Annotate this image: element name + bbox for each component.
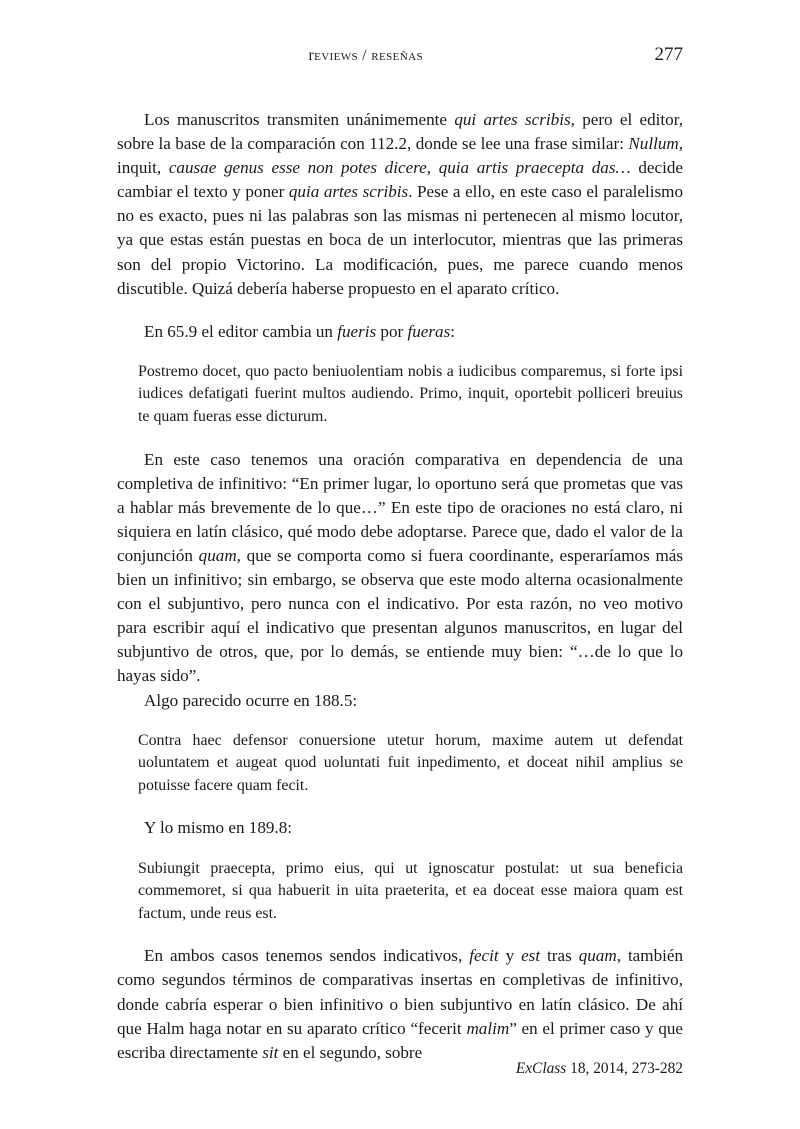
text-segment: , pero el editor, sobre la base de la comparación con 112.2, donde se lee una frase similar: [117, 110, 684, 154]
text-segment: : [450, 321, 455, 341]
text-segment: por [376, 321, 408, 341]
paragraph-manuscritos [117, 108, 683, 301]
latin-phrase-quia-artes-scribis: quia artes scribis [288, 182, 409, 202]
latin-word-fueris: fueris [337, 321, 377, 341]
block-quote-subiungit: Subiungit praecepta, primo eius, qui ut ignoscatur postulat: ut sua beneficia commemoret, si qua habuerit in uita praeterita, et ea doceat esse maiora quam est factum, unde reus est. [138, 859, 683, 922]
block-quote-postremo: Postremo docet, quo pacto beniuolentiam nobis a iudicibus comparemus, si forte ipsi iudices defatigati fuerint multos audiendo. Primo, inquit, oportebit polliceri breuius te quam fueras esse dicturum. [138, 362, 683, 426]
text-segment: , que se comporta como si fuera coordinante, esperaríamos más bien un infinitivo; sin embargo, se observa que este modo alterna ocasionalmente con el subjuntivo, pero nunca con el indicativo. Por esta razón, no veo motivo para escribir aquí el indicativo que presentan algunos manuscritos, en lugar del subjuntivo de otros, que, por lo demás, se entiende muy bien: “…de lo que lo hayas sido”. [117, 546, 683, 686]
text-segment: tras [540, 946, 579, 966]
text-segment: ” en el primer caso y que escriba directamente [117, 1018, 683, 1062]
text-segment: . Pese a ello, en este caso el paralelismo no es exacto, pues ni las palabras son las mismas ni pertenecen al mismo locutor, ya que estas están puestas en boca de un interlocutor, mientras que las primeras son del propio Victorino. La modificación, pues, me parece cuando menos discutible. Quizá debería haberse propuesto en el aparato crítico. [117, 182, 683, 298]
lead-in-188-5: Algo parecido ocurre en 188.5: [144, 690, 358, 710]
text-segment: en el segundo, sobre [278, 1042, 423, 1062]
text-block [117, 108, 683, 1065]
text-segment: y [498, 946, 522, 966]
text-segment: En ambos casos tenemos sendos indicativos, [144, 946, 470, 966]
text-segment: En este caso tenemos una oración comparativa en dependencia de una completiva de infinitivo: “En primer lugar, lo oportuno será que prometas que vas a hablar más brevemente de lo que…” En este tipo de oraciones no está claro, ni siquiera en latín clásico, qué modo debe adoptarse. Parece que, dado el valor de la conjunción [117, 449, 683, 565]
latin-word-malim: malim [466, 1018, 510, 1038]
block-quote-contra-haec: Contra haec defensor conuersione utetur horum, maxime autem ut defendat uoluntatem et augeat quod uoluntati fuit inpedimento, et doceat nihil amplius se potuisse facere quam fecit. [138, 731, 683, 794]
latin-word-sit: sit [262, 1042, 279, 1062]
page-number: 277 [654, 44, 683, 65]
latin-word-fecit: fecit [469, 946, 499, 966]
citation-details: 18, 2014, 273-282 [566, 1060, 683, 1077]
latin-phrase-causae-genus: causae genus esse non potes dicere, quia artis praecepta das… [168, 158, 631, 178]
latin-phrase-qui-artes-scribis: qui artes scribis [454, 110, 571, 129]
lead-in-65-9 [117, 320, 683, 344]
lead-in-189-8: Y lo mismo en 189.8: [144, 818, 292, 838]
paragraph-oracion-comparativa [117, 448, 683, 689]
text-segment: inquit, [117, 158, 169, 178]
running-head-title: reviews / reseñas [308, 47, 423, 64]
text-segment: decide cambiar el texto y poner [117, 158, 683, 202]
text-segment: Los manuscritos transmiten unánimemente [144, 110, 455, 129]
latin-word-est: est [521, 946, 541, 966]
latin-word-quam-2: quam [578, 946, 617, 966]
footer-citation [117, 1060, 683, 1078]
latin-phrase-nullum: Nullum, [628, 134, 683, 154]
text-segment: , también como segundos términos de comparativas insertas en completivas de infinitivo, donde cabría esperar o bien infinitivo o bien subjuntivo en latín clásico. De ahí que Halm haga notar en su aparato crítico “fecerit [117, 946, 683, 1038]
latin-word-quam: quam [198, 546, 237, 565]
journal-name: ExClass [515, 1060, 567, 1077]
text-segment: En 65.9 el editor cambia un [144, 321, 338, 341]
paragraph-ambos-casos [117, 944, 683, 1064]
latin-word-fueras: fueras [407, 321, 451, 341]
running-head [117, 44, 683, 66]
